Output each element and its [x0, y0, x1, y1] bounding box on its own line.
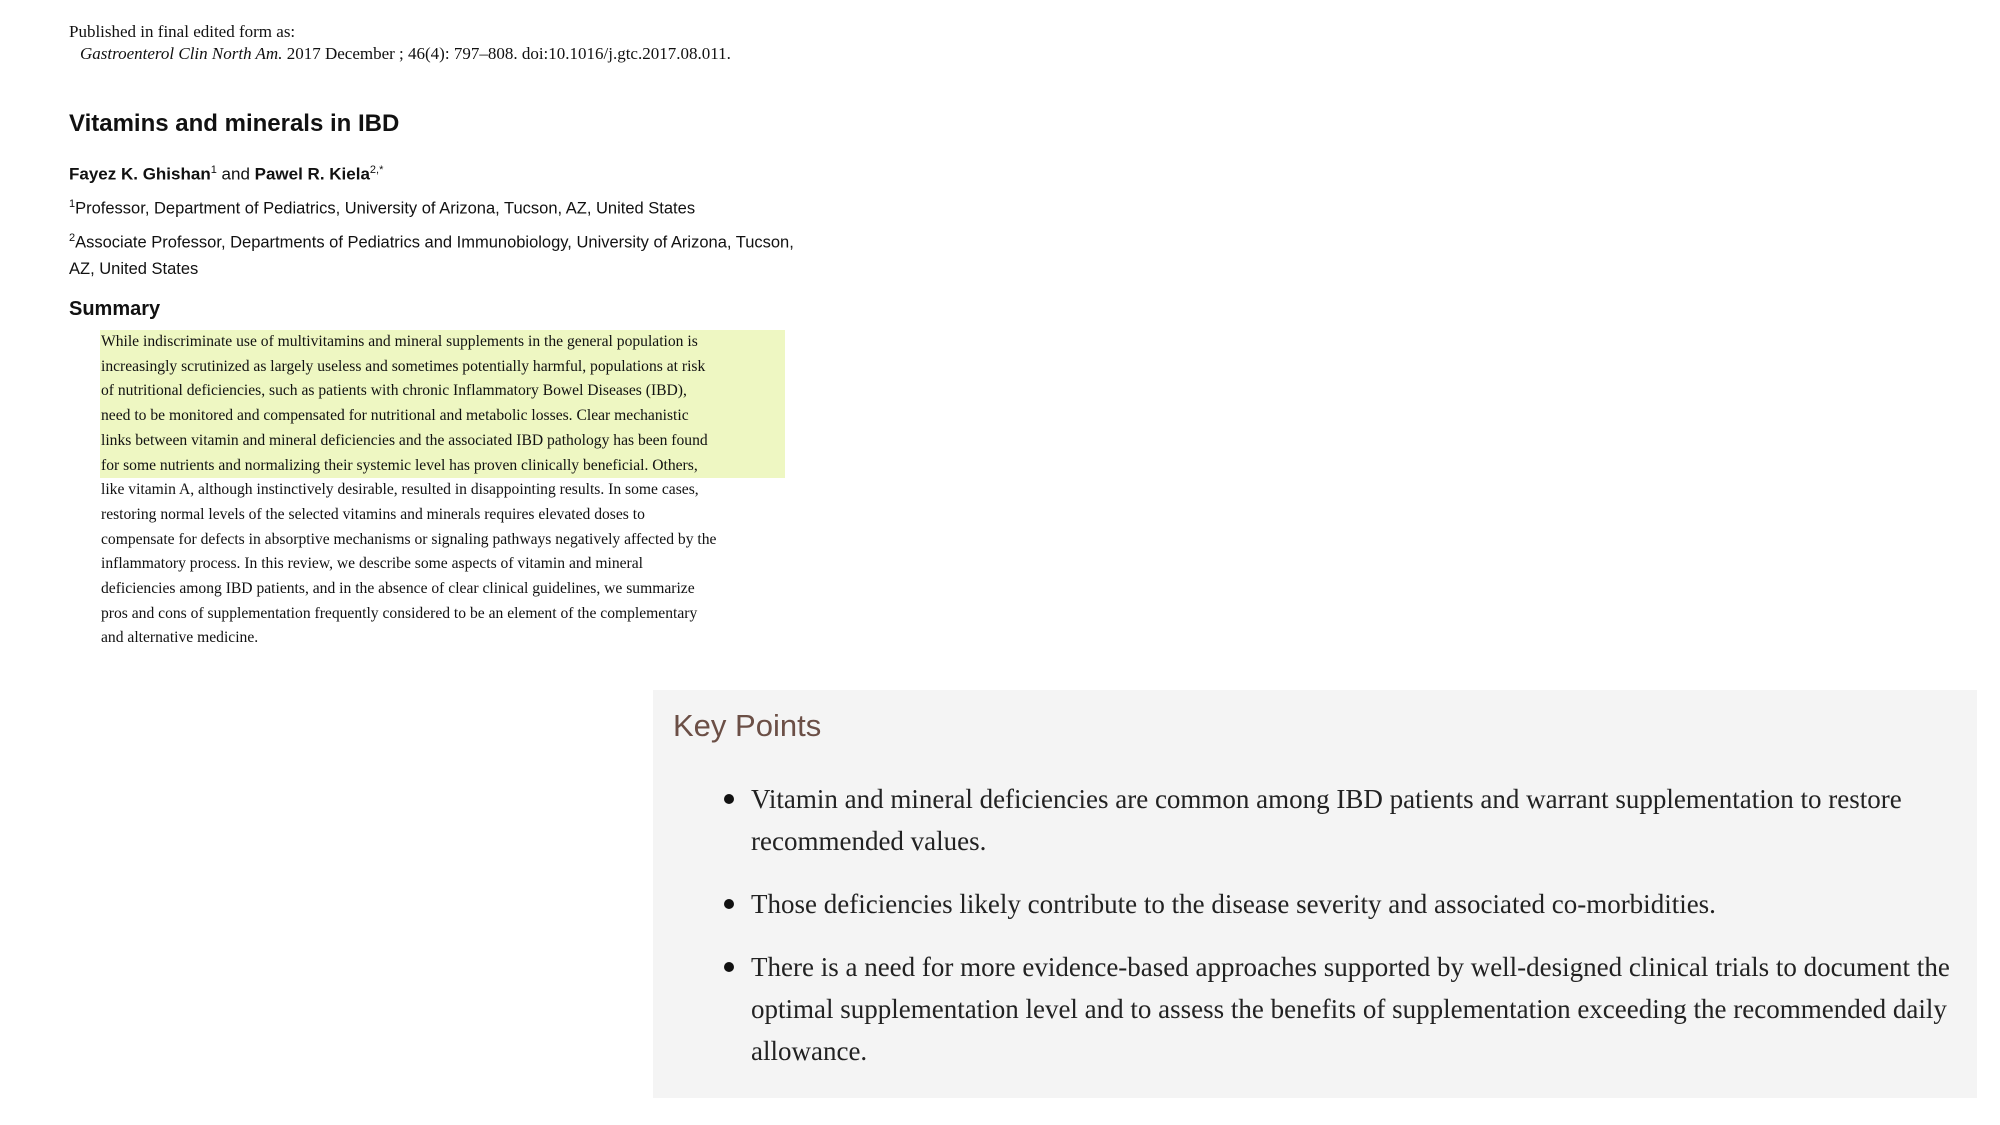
citation [80, 44, 731, 64]
affiliation-marker: 2 [69, 232, 76, 244]
citation-details: 2017 December ; 46(4): 797–808. doi:10.1016/j.gtc.2017.08.011. [282, 44, 731, 63]
key-points-title: Key Points [673, 708, 822, 743]
abstract-line: pros and cons of supplementation frequently considered to be an element of the complementary [101, 604, 698, 622]
affiliation-marker: 1 [69, 198, 76, 210]
abstract-line-highlighted: links between vitamin and mineral deficiencies and the associated IBD pathology has been found [100, 429, 785, 454]
abstract-line: inflammatory process. In this review, we describe some aspects of vitamin and mineral [101, 555, 644, 573]
key-point-text: Vitamin and mineral deficiencies are common among IBD patients and warrant supplementation to restore recommended values. [751, 784, 1902, 856]
bullet-icon [724, 962, 734, 972]
abstract-line: restoring normal levels of the selected vitamins and minerals requires elevated doses to [101, 505, 645, 523]
bullet-icon [724, 794, 734, 804]
author-list [69, 164, 383, 185]
key-point-item [751, 778, 1966, 862]
author-name: Fayez K. Ghishan [69, 164, 211, 184]
abstract-line-highlighted: need to be monitored and compensated for nutritional and metabolic losses. Clear mechanistic [100, 404, 785, 429]
paper-title: Vitamins and minerals in IBD [69, 110, 400, 137]
publication-note: Published in final edited form as: [69, 22, 296, 41]
author-name: Pawel R. Kiela [254, 164, 370, 184]
abstract-line: deficiencies among IBD patients, and in the absence of clear clinical guidelines, we summarize [101, 580, 695, 598]
abstract-line: and alternative medicine. [101, 629, 259, 647]
affiliation [69, 225, 799, 282]
key-points-list [751, 778, 1966, 1093]
abstract-line: like vitamin A, although instinctively desirable, resulted in disappointing results. In some cases, [101, 481, 699, 499]
summary-heading: Summary [69, 298, 161, 320]
key-point-item [751, 946, 1966, 1072]
affiliation-text: Professor, Department of Pediatrics, University of Arizona, Tucson, AZ, United States [75, 199, 696, 218]
abstract-line-highlighted: increasingly scrutinized as largely useless and sometimes potentially harmful, populations at risk [100, 355, 785, 380]
affiliation-text: Associate Professor, Departments of Pediatrics and Immunobiology, University of Arizona, Tucson, AZ, United States [69, 233, 794, 278]
key-point-text: Those deficiencies likely contribute to the disease severity and associated co-morbidities. [751, 889, 1716, 919]
abstract-line-highlighted: for some nutrients and normalizing their systemic level has proven clinically beneficial. Others, [100, 454, 785, 479]
summary-abstract [100, 330, 800, 651]
abstract-line: compensate for defects in absorptive mechanisms or signaling pathways negatively affected by the [101, 530, 717, 548]
journal-name: Gastroenterol Clin North Am. [80, 44, 283, 63]
abstract-line-highlighted: of nutritional deficiencies, such as patients with chronic Inflammatory Bowel Diseases (IBD), [100, 379, 785, 404]
abstract-line-highlighted: While indiscriminate use of multivitamins and mineral supplements in the general population is [100, 330, 785, 355]
affiliation-marker: 1 [210, 164, 217, 176]
affiliation [69, 191, 695, 222]
affiliation-marker: 2,* [369, 164, 384, 176]
key-point-item [751, 883, 1966, 925]
bullet-icon [724, 899, 734, 909]
key-point-text: There is a need for more evidence-based approaches supported by well-designed clinical trials to document the optimal supplementation level and to assess the benefits of supplementation exceeding the recommended daily allowance. [751, 952, 1950, 1066]
key-points-box [653, 690, 1977, 1098]
author-conjunction: and [216, 164, 255, 184]
